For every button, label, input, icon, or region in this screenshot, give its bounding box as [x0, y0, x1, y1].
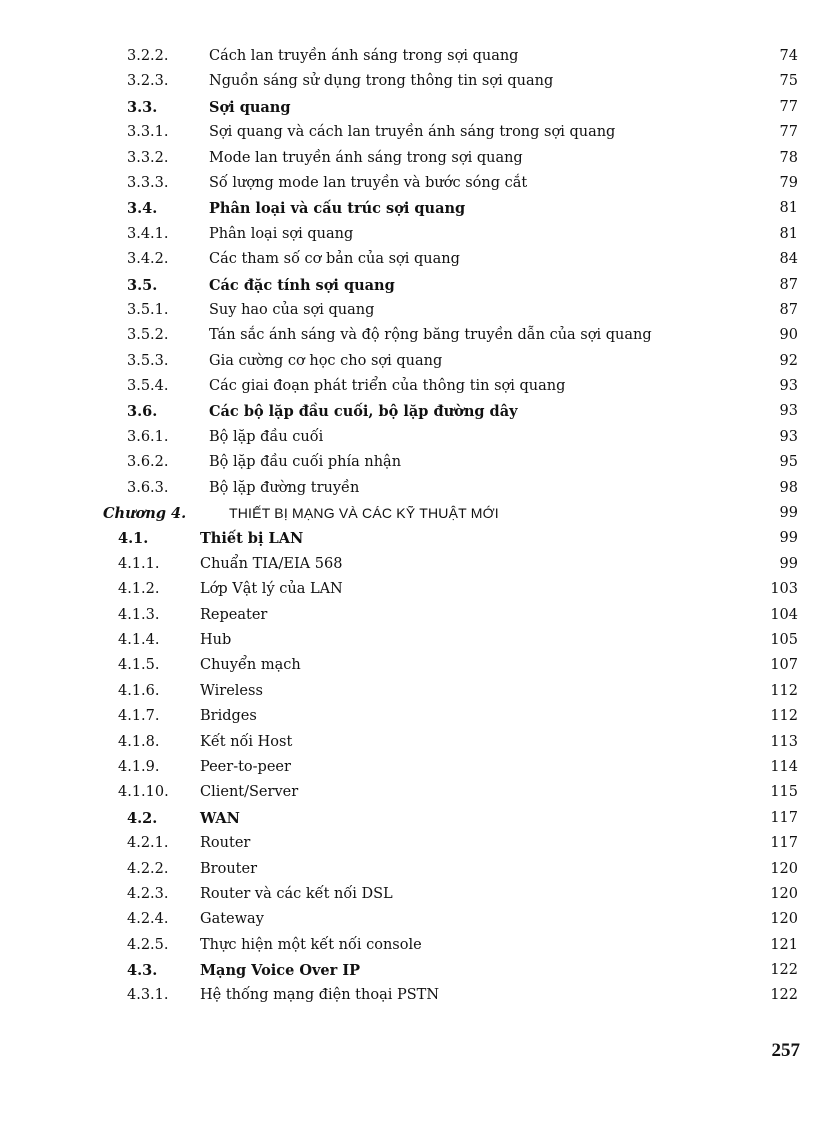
toc-entry-title: Phân loại và cấu trúc sợi quang: [209, 200, 466, 218]
toc-entry-number: 3.6.2.: [127, 454, 169, 471]
toc-entry-number: 3.3.3.: [127, 174, 169, 191]
toc-entry-page: 114: [770, 758, 798, 775]
toc-chapter-number: Chương 4.: [103, 505, 187, 523]
toc-entry-page: 117: [770, 809, 798, 826]
toc-entry-title: Peer-to-peer: [200, 758, 291, 775]
toc-entry-page: 75: [779, 73, 798, 90]
toc-entry: [0, 730, 816, 755]
toc-entry-title: Thiết bị LAN: [200, 530, 304, 548]
toc-entry-number: 3.4.2.: [127, 251, 169, 268]
toc-entry-title: Gateway: [200, 911, 264, 928]
toc-entry-page: 105: [770, 631, 798, 648]
toc-entry-title: Phân loại sợi quang: [209, 225, 354, 242]
toc-entry-title: Brouter: [200, 860, 257, 877]
toc-entry-title: Kết nối Host: [200, 733, 293, 750]
toc-entry-title: Wireless: [200, 682, 263, 699]
toc-entry-number: 3.5.2.: [127, 327, 169, 344]
toc-entry: [0, 349, 816, 374]
toc-entry-number: 3.6.1.: [127, 428, 169, 445]
toc-entry: [0, 323, 816, 348]
toc-entry-number: 3.2.3.: [127, 73, 169, 90]
toc-entry: [0, 44, 816, 69]
toc-entry-number: 4.1.: [118, 530, 149, 548]
toc-entry-number: 4.2.2.: [127, 860, 169, 877]
toc-entry-page: 98: [779, 479, 798, 496]
toc-entry: [0, 755, 816, 780]
toc-entry-title: Nguồn sáng sử dụng trong thông tin sợi quang: [209, 73, 554, 90]
toc-entry-page: 122: [770, 962, 798, 979]
toc-entry-number: 4.2.1.: [127, 835, 169, 852]
toc-entry-title: WAN: [200, 809, 240, 827]
toc-chapter-entry: [0, 501, 816, 526]
toc-entry-number: 4.1.7.: [118, 708, 160, 725]
toc-entry: [0, 983, 816, 1008]
toc-entry-title: Bộ lặp đường truyền: [209, 479, 360, 496]
toc-entry-title: Bộ lặp đầu cuối phía nhận: [209, 454, 402, 471]
toc-entry-number: 4.2.5.: [127, 936, 169, 953]
toc-entry-page: 93: [779, 403, 798, 420]
toc-entry-page: 99: [779, 530, 798, 547]
toc-entry-page: 103: [770, 581, 798, 598]
toc-entry-title: Thực hiện một kết nối console: [200, 936, 422, 953]
toc-entry-number: 3.5.3.: [127, 352, 169, 369]
toc-entry-page: 79: [779, 174, 798, 191]
toc-section-entry: [0, 196, 816, 221]
toc-entry-number: 4.1.10.: [118, 784, 169, 801]
toc-entry-number: 3.2.2.: [127, 48, 169, 64]
toc-entry: [0, 120, 816, 145]
toc-entry-title: Tán sắc ánh sáng và độ rộng băng truyền dẫn của sợi quang: [209, 327, 652, 344]
toc-entry: [0, 476, 816, 501]
toc-entry-number: 3.5.: [127, 276, 158, 294]
toc-section-entry: [0, 806, 816, 831]
toc-entry: [0, 171, 816, 196]
toc-entry: [0, 247, 816, 272]
toc-entry-title: Suy hao của sợi quang: [209, 301, 375, 318]
toc-entry-number: 4.1.8.: [118, 733, 160, 750]
toc-entry: [0, 69, 816, 94]
toc-entry-page: 99: [779, 505, 798, 522]
toc-entry-page: 77: [779, 98, 798, 115]
toc-entry: [0, 146, 816, 171]
toc-entry-number: 4.1.9.: [118, 758, 160, 775]
toc-entry-page: 84: [779, 251, 798, 268]
toc-entry-page: 113: [770, 733, 798, 750]
toc-entry: [0, 374, 816, 399]
toc-entry-page: 112: [770, 708, 798, 725]
toc-section-entry: [0, 273, 816, 298]
toc-entry: [0, 933, 816, 958]
toc-entry-page: 81: [779, 200, 798, 217]
toc-entry-page: 95: [779, 454, 798, 471]
toc-entry: [0, 298, 816, 323]
toc-entry: [0, 882, 816, 907]
toc-entry-number: 4.2.: [127, 809, 158, 827]
page-number: 257: [771, 1040, 800, 1061]
toc-entry: [0, 679, 816, 704]
table-of-contents: [0, 44, 816, 1009]
toc-entry-page: 115: [770, 784, 798, 801]
toc-entry: [0, 704, 816, 729]
toc-entry: [0, 907, 816, 932]
toc-entry: [0, 831, 816, 856]
toc-entry-title: Gia cường cơ học cho sợi quang: [209, 352, 443, 369]
toc-entry-page: 90: [779, 327, 798, 344]
toc-entry-number: 4.3.1.: [127, 987, 169, 1004]
toc-entry-page: 117: [770, 835, 798, 852]
toc-entry-number: 4.2.4.: [127, 911, 169, 928]
toc-entry-number: 4.2.3.: [127, 885, 169, 902]
toc-entry-number: 3.5.4.: [127, 378, 169, 395]
toc-entry-title: Các đặc tính sợi quang: [209, 276, 395, 294]
toc-entry: [0, 603, 816, 628]
toc-entry-title: Các tham số cơ bản của sợi quang: [209, 251, 460, 268]
toc-entry-title: Router: [200, 835, 251, 852]
toc-entry-title: Client/Server: [200, 784, 299, 801]
toc-entry-page: 87: [779, 301, 798, 318]
toc-entry: [0, 425, 816, 450]
toc-entry-number: 3.4.1.: [127, 225, 169, 242]
toc-entry-title: Các giai đoạn phát triển của thông tin sợi quang: [209, 378, 566, 395]
toc-entry-page: 93: [779, 378, 798, 395]
toc-entry-page: 99: [779, 555, 798, 572]
toc-entry-title: Lớp Vật lý của LAN: [200, 581, 343, 598]
toc-entry: [0, 628, 816, 653]
toc-entry-page: 77: [779, 124, 798, 141]
toc-entry-title: Các bộ lặp đầu cuối, bộ lặp đường dây: [209, 403, 518, 421]
toc-entry-page: 120: [770, 860, 798, 877]
toc-entry-number: 4.1.6.: [118, 682, 160, 699]
toc-entry-page: 93: [779, 428, 798, 445]
toc-entry-title: Hub: [200, 631, 232, 648]
toc-entry-number: 3.6.: [127, 403, 158, 421]
toc-section-entry: [0, 958, 816, 983]
toc-entry-page: 112: [770, 682, 798, 699]
toc-section-entry: [0, 399, 816, 424]
toc-entry-title: Router và các kết nối DSL: [200, 885, 393, 902]
toc-entry-page: 121: [770, 936, 798, 953]
toc-entry-page: 87: [779, 276, 798, 293]
toc-entry-number: 4.1.5.: [118, 657, 160, 674]
toc-entry-number: 4.3.: [127, 962, 158, 980]
toc-entry-page: 120: [770, 885, 798, 902]
toc-entry: [0, 653, 816, 678]
toc-entry-page: 122: [770, 987, 798, 1004]
toc-entry-number: 4.1.4.: [118, 631, 160, 648]
toc-section-entry: [0, 95, 816, 120]
toc-entry-title: Bộ lặp đầu cuối: [209, 428, 324, 445]
toc-entry-number: 4.1.3.: [118, 606, 160, 623]
toc-entry-page: 107: [770, 657, 798, 674]
toc-entry-number: 3.4.: [127, 200, 158, 218]
toc-entry-page: 81: [779, 225, 798, 242]
toc-entry: [0, 857, 816, 882]
toc-entry-page: 74: [779, 48, 798, 64]
toc-entry-title: Bridges: [200, 708, 257, 725]
toc-section-entry: [0, 526, 816, 551]
toc-entry-title: Chuyển mạch: [200, 657, 301, 674]
toc-entry-title: Mode lan truyền ánh sáng trong sợi quang: [209, 149, 523, 166]
toc-entry-number: 3.3.2.: [127, 149, 169, 166]
toc-entry-number: 4.1.1.: [118, 555, 160, 572]
toc-entry: [0, 450, 816, 475]
toc-entry: [0, 222, 816, 247]
toc-entry-title: Sợi quang: [209, 98, 291, 116]
toc-entry: [0, 552, 816, 577]
toc-entry-title: Mạng Voice Over IP: [200, 962, 361, 980]
toc-entry-title: Cách lan truyền ánh sáng trong sợi quang: [209, 48, 519, 64]
toc-entry-title: Hệ thống mạng điện thoại PSTN: [200, 987, 440, 1004]
toc-entry-title: Chuẩn TIA/EIA 568: [200, 555, 343, 572]
toc-entry-number: 3.3.: [127, 98, 158, 116]
toc-entry-number: 3.5.1.: [127, 301, 169, 318]
toc-chapter-title: THIẾT BỊ MẠNG VÀ CÁC KỸ THUẬT MỚI: [229, 505, 499, 522]
toc-entry-page: 120: [770, 911, 798, 928]
toc-entry-title: Sợi quang và cách lan truyền ánh sáng trong sợi quang: [209, 124, 616, 141]
toc-entry-number: 3.6.3.: [127, 479, 169, 496]
toc-entry-number: 3.3.1.: [127, 124, 169, 141]
toc-entry-title: Số lượng mode lan truyền và bước sóng cắt: [209, 174, 528, 191]
toc-entry-page: 92: [779, 352, 798, 369]
toc-entry: [0, 577, 816, 602]
toc-entry: [0, 780, 816, 805]
toc-entry-page: 104: [770, 606, 798, 623]
toc-entry-title: Repeater: [200, 606, 268, 623]
toc-entry-number: 4.1.2.: [118, 581, 160, 598]
toc-entry-page: 78: [779, 149, 798, 166]
